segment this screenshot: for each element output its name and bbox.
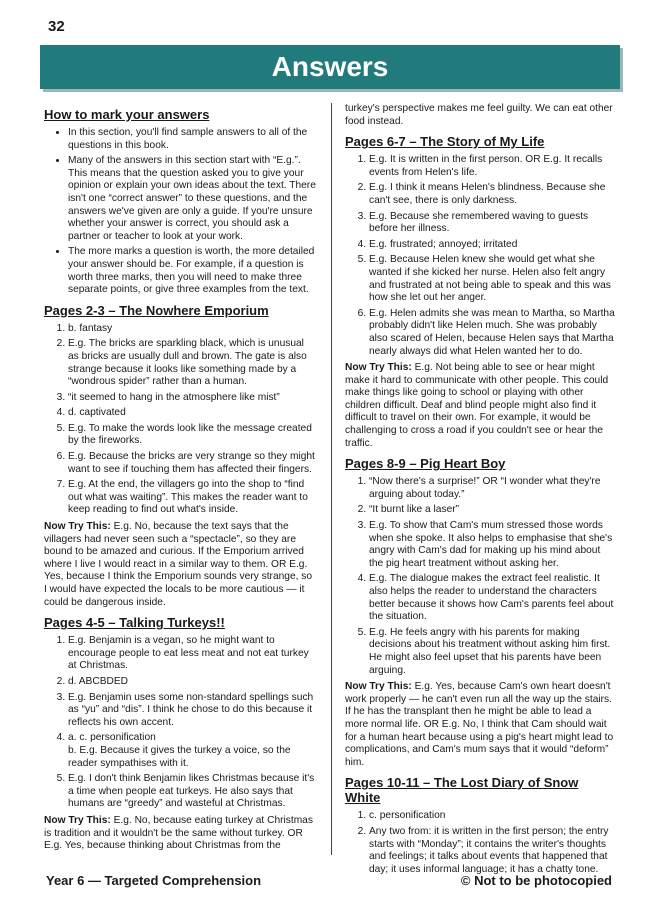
how-to-list <box>44 127 316 297</box>
answers-pig-heart <box>345 476 617 677</box>
answer-item: 3. E.g. Benjamin uses some non-standard spellings such as “yu” and “dis”. I think he chose to do this because it reflects his own accent. <box>68 692 316 730</box>
answer-item: 6. E.g. Because the bricks are very strange so they might want to see if touching them has affected their fingers. <box>68 451 316 476</box>
now-try-continued: turkey's perspective makes me feel guilty. We can eat other food instead. <box>345 103 613 127</box>
footer-book-title: Year 6 — Targeted Comprehension <box>46 873 262 888</box>
answer-item: 3. “it seemed to hang in the atmosphere like mist” <box>68 392 316 405</box>
how-to-bullet: • Many of the answers in this section start with “E.g.”. This means that the question asked you to give your opinion or explain your own ideas about the text. There isn't one “correct answer” to these questions, and the answers we've given are only a guide. If you're unsure whether your answer is correct, you should ask a partner or teacher to look at your work. <box>68 155 316 243</box>
now-try-text: E.g. No, because eating turkey at Christmas is tradition and it wouldn't be the same without turkey. OR E.g. Yes, because thinking about Christmas from the <box>44 814 313 852</box>
now-try-my-life <box>345 362 617 450</box>
answer-item: 4. E.g. The dialogue makes the extract feel realistic. It also helps the reader to understand the characters better because it shows how Cam's parents feel about the situation. <box>369 573 617 623</box>
answer-item: 4. E.g. frustrated; annoyed; irritated <box>369 239 617 252</box>
how-to-bullet: • The more marks a question is worth, the more detailed your answer should be. For example, if a question is worth three marks, then you will need to make three separate points, or give three examples from the text. <box>68 246 316 296</box>
how-to-heading: How to mark your answers <box>44 107 210 122</box>
section-heading-pig-heart: Pages 8-9 – Pig Heart Boy <box>345 456 506 472</box>
answer-item: 1. “Now there's a surprise!” OR “I wonder what they're arguing about today.” <box>369 476 617 501</box>
footer-copyright: © Not to be photocopied <box>460 873 612 888</box>
now-try-label: Now Try This: <box>345 362 412 374</box>
answer-item: 2. d. ABCBDED <box>68 676 316 689</box>
now-try-label: Now Try This: <box>44 814 111 826</box>
now-try-turkeys <box>44 815 316 853</box>
answer-item: 3. E.g. Because she remembered waving to guests before her illness. <box>369 211 617 236</box>
answers-nowhere <box>44 323 316 517</box>
now-try-label: Now Try This: <box>44 521 111 533</box>
left-column <box>44 103 316 859</box>
answer-item: 1. E.g. It is written in the first person. OR E.g. It recalls events from Helen's life. <box>369 154 617 179</box>
column-divider <box>331 103 332 855</box>
section-heading-snow-white: Pages 10-11 – The Lost Diary of Snow White <box>345 775 579 806</box>
answer-item <box>68 732 316 770</box>
answer-item: 1. E.g. Benjamin is a vegan, so he might want to encourage people to eat less meat and not eat turkey at Christmas. <box>68 635 316 673</box>
right-column <box>345 103 617 880</box>
answer-item: 2. E.g. I think it means Helen's blindness. Because she can't see, there is only darkness. <box>369 182 617 207</box>
answer-item: 4. d. captivated <box>68 407 316 420</box>
now-try-text: E.g. No, because the text says that the villagers had never seen such a “spectacle”, so they are bound to be amazed and curious. If the Emporium arrived where I live I would react in a similar way to them. OR E.g. Yes, because I think the Emporium sounds very strange, so I would have expected the locals to be more cautious — it could be dangerous inside. <box>44 521 313 608</box>
answer-subpart-b: b. E.g. Because it gives the turkey a voice, so the reader sympathises with it. <box>68 744 291 769</box>
answer-subpart-a: 4. a. c. personification <box>68 732 156 744</box>
section-heading-turkeys: Pages 4-5 – Talking Turkeys!! <box>44 615 225 631</box>
answer-item: 2. Any two from: it is written in the first person; the entry starts with “Monday”; it contains the writer's thoughts and feelings; it talks about events that happened that day; it uses informal language; it has a chatty tone. <box>369 826 617 876</box>
now-try-label: Now Try This: <box>345 681 412 693</box>
section-heading-nowhere: Pages 2-3 – The Nowhere Emporium <box>44 302 269 318</box>
now-try-pig-heart <box>345 681 617 769</box>
answer-item: 5. E.g. To make the words look like the message created by the fireworks. <box>68 423 316 448</box>
answers-turkeys <box>44 635 316 811</box>
answers-my-life <box>345 154 617 358</box>
answer-item: 5. E.g. Because Helen knew she would get what she wanted if she kicked her nurse. Helen also felt angry and frustrated at not being able to speak and this was how she let out her anger. <box>369 254 617 304</box>
now-try-nowhere <box>44 521 316 609</box>
answer-item: 5. E.g. I don't think Benjamin likes Christmas because it's a time when people eat turkeys. He also says that humans are “greedy” and wasteful at Christmas. <box>68 773 316 811</box>
answer-item: 5. E.g. He feels angry with his parents for making decisions about his treatment without asking him first. He might also feel upset that his parents have been arguing. <box>369 627 617 677</box>
now-try-text: E.g. Not being able to see or hear might make it hard to communicate with other people. This could make things like going to school or playing with other children difficult. Deaf and blind people might also find it difficult to travel on their own. For example, it would be challenging to cross a road if you couldn't see or hear the traffic. <box>345 362 609 449</box>
answer-item: 1. b. fantasy <box>68 323 316 336</box>
answer-item: 2. E.g. The bricks are sparkling black, which is unusual as bricks are usually dull and brown. The gate is also strange because it looks like something made by a “wondrous spider” rather than a human. <box>68 338 316 388</box>
answers-snow-white <box>345 810 617 876</box>
section-heading-my-life: Pages 6-7 – The Story of My Life <box>345 134 545 150</box>
answer-item: 2. “It burnt like a laser” <box>369 504 617 517</box>
now-try-text: E.g. Yes, because Cam's own heart doesn't work properly — he can't even run all the way up the stairs. If he has the transplant then he might be able to lead a more normal life. OR E.g. No, I think that Cam should wait for a human heart because using a pig's heart might lead to complications, and Cam's mum says that it would “deform” him. <box>345 681 614 768</box>
how-to-bullet: • In this section, you'll find sample answers to all of the questions in this book. <box>68 127 316 152</box>
answer-item: 3. E.g. To show that Cam's mum stressed those words when she spoke. It also helps to emphasise that she's angry with Cam's dad for making up his mind about the pig heart treatment without asking her. <box>369 520 617 570</box>
answer-item: 1. c. personification <box>369 810 617 823</box>
page-number: 32 <box>48 18 65 35</box>
answer-item: 6. E.g. Helen admits she was mean to Martha, so Martha probably didn't like Helen much. She was probably also scared of Helen, because Helen says that Martha nearly always did what Helen wanted her to do. <box>369 308 617 358</box>
page-title: Answers <box>40 45 620 89</box>
answer-item: 7. E.g. At the end, the villagers go into the shop to “find out what was waiting”. This makes the reader want to keep reading to find out what's inside. <box>68 479 316 517</box>
